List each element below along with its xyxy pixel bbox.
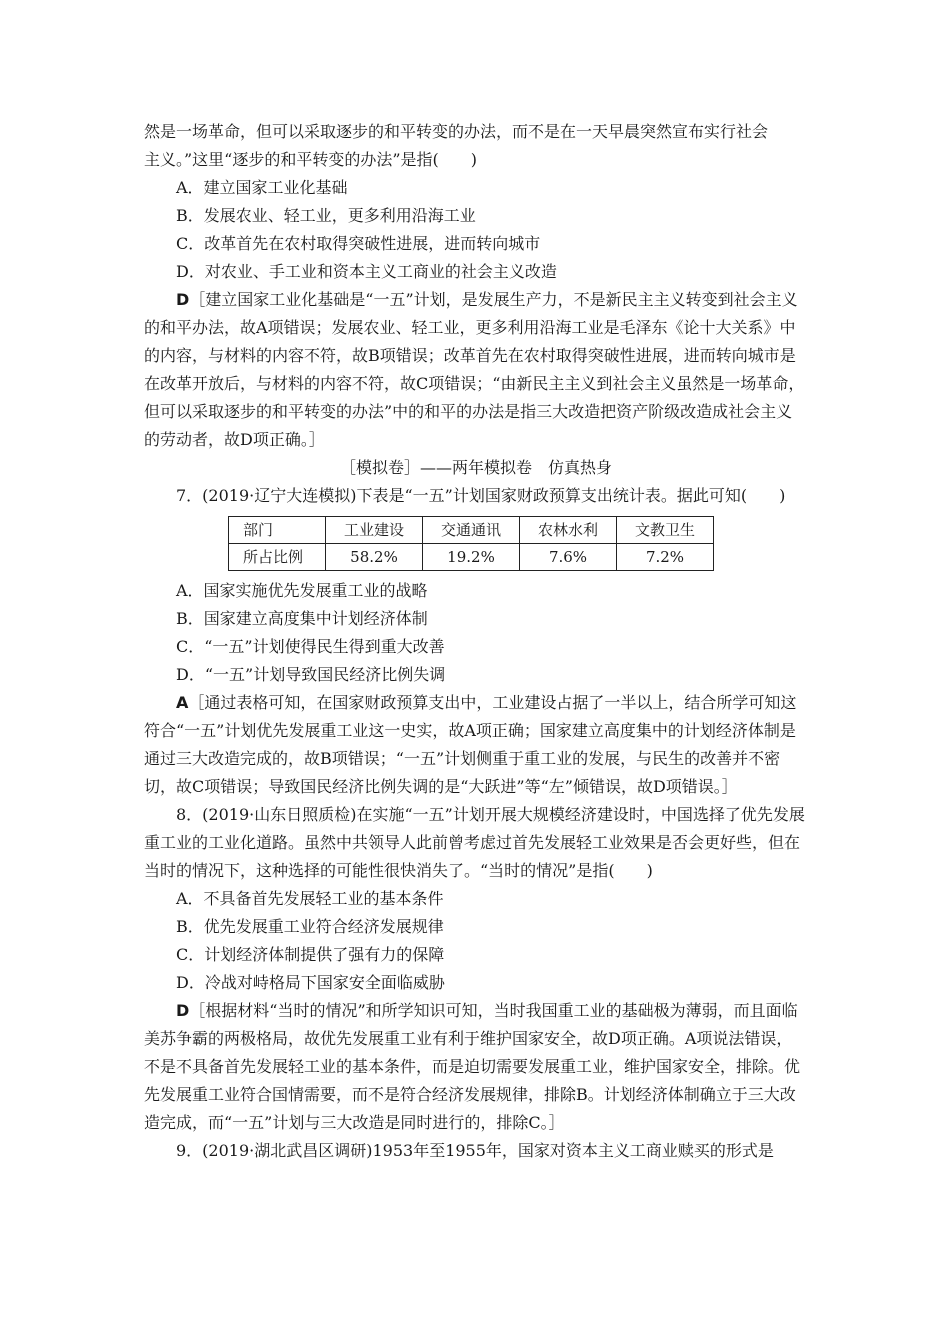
q8-option-c: C．计划经济体制提供了强有力的保障 bbox=[176, 945, 445, 964]
table-row bbox=[229, 544, 714, 571]
q6-option-a: A．建立国家工业化基础 bbox=[176, 178, 348, 197]
table-cell: 工业建设 bbox=[326, 517, 423, 544]
table-cell: 19.2% bbox=[423, 544, 520, 571]
q7-option-d: D．“一五”计划导致国民经济比例失调 bbox=[176, 665, 446, 684]
section-heading: ［模拟卷］——两年模拟卷 仿真热身 bbox=[339, 458, 612, 477]
document-body bbox=[144, 118, 808, 1165]
table-cell: 所占比例 bbox=[229, 544, 326, 571]
q8-answer bbox=[144, 997, 808, 1137]
q7-budget-table bbox=[228, 516, 714, 571]
q6-explanation: ［建立国家工业化基础是“一五”计划，是发展生产力，不是新民主主义转变到社会主义的和平办法，故A项错误；发展农业、轻工业，更多利用沿海工业是毛泽东《论十大关系》中的内容，与材料的内容不符，故B项错误；改革首先在农村取得突破性进展，进而转向城市是在改革开放后，与材料的内容不符，故C项错误；“由新民主主义到社会主义虽然是一场革命，但可以采取逐步的和平转变的办法”中的和平的办法是指三大改造把资产阶级改造成社会主义的劳动者，故D项正确。］ bbox=[144, 290, 805, 449]
table-cell: 7.2% bbox=[617, 544, 714, 571]
q8-answer-letter: D bbox=[176, 1001, 190, 1020]
q8-option-a: A．不具备首先发展轻工业的基本条件 bbox=[176, 889, 444, 908]
table-cell: 交通通讯 bbox=[423, 517, 520, 544]
q7-option-a: A．国家实施优先发展重工业的战略 bbox=[176, 581, 428, 600]
table-cell: 文教卫生 bbox=[617, 517, 714, 544]
q7-answer bbox=[144, 689, 808, 801]
table-cell: 部门 bbox=[229, 517, 326, 544]
q6-option-b: B．发展农业、轻工业，更多利用沿海工业 bbox=[176, 206, 476, 225]
q7-stem: 7．(2019·辽宁大连模拟)下表是“一五”计划国家财政预算支出统计表。据此可知( ) bbox=[176, 486, 786, 505]
table-header-row bbox=[229, 517, 714, 544]
q6-stem-line-1: 然是一场革命，但可以采取逐步的和平转变的办法，而不是在一天早晨突然宣布实行社会 bbox=[144, 122, 769, 141]
table-cell: 7.6% bbox=[520, 544, 617, 571]
q6-option-c: C．改革首先在农村取得突破性进展，进而转向城市 bbox=[176, 234, 541, 253]
q7-option-c: C．“一五”计划使得民生得到重大改善 bbox=[176, 637, 445, 656]
q9-stem: 9．(2019·湖北武昌区调研)1953年至1955年，国家对资本主义工商业赎买的形式是 bbox=[176, 1141, 774, 1160]
q8-option-b: B．优先发展重工业符合经济发展规律 bbox=[176, 917, 444, 936]
q6-option-d: D．对农业、手工业和资本主义工商业的社会主义改造 bbox=[176, 262, 557, 281]
q7-option-b: B．国家建立高度集中计划经济体制 bbox=[176, 609, 428, 628]
q8-explanation: ［根据材料“当时的情况”和所学知识可知，当时我国重工业的基础极为薄弱，而且面临美苏争霸的两极格局，故优先发展重工业有利于维护国家安全，故D项正确。A项说法错误，不是不具备首先发展轻工业的基本条件，而是迫切需要发展重工业，维护国家安全，排除。优先发展重工业符合国情需要，而不是符合经济发展规律，排除B。计划经济体制确立于三大改造完成，而“一五”计划与三大改造是同时进行的，排除C。］ bbox=[144, 1001, 801, 1132]
q6-answer bbox=[144, 286, 808, 454]
q8-option-d: D．冷战对峙格局下国家安全面临威胁 bbox=[176, 973, 445, 992]
q7-explanation: ［通过表格可知，在国家财政预算支出中，工业建设占据了一半以上，结合所学可知这符合“一五”计划优先发展重工业这一史实，故A项正确；国家建立高度集中的计划经济体制是通过三大改造完成的，故B项错误；“一五”计划侧重于重工业的发展，与民生的改善并不密切，故C项错误；导致国民经济比例失调的是“大跃进”等“左”倾错误，故D项错误。］ bbox=[144, 693, 797, 796]
q6-answer-letter: D bbox=[176, 290, 190, 309]
table-cell: 农林水利 bbox=[520, 517, 617, 544]
q8-stem: 8．(2019·山东日照质检)在实施“一五”计划开展大规模经济建设时，中国选择了优先发展重工业的工业化道路。虽然中共领导人此前曾考虑过首先发展轻工业效果是否会更好些，但在当时的情况下，这种选择的可能性很快消失了。“当时的情况”是指( ) bbox=[144, 805, 805, 880]
q7-answer-letter: A bbox=[176, 693, 189, 712]
table-cell: 58.2% bbox=[326, 544, 423, 571]
q6-stem-line-2: 主义。”这里“逐步的和平转变的办法”是指( ) bbox=[144, 150, 478, 169]
